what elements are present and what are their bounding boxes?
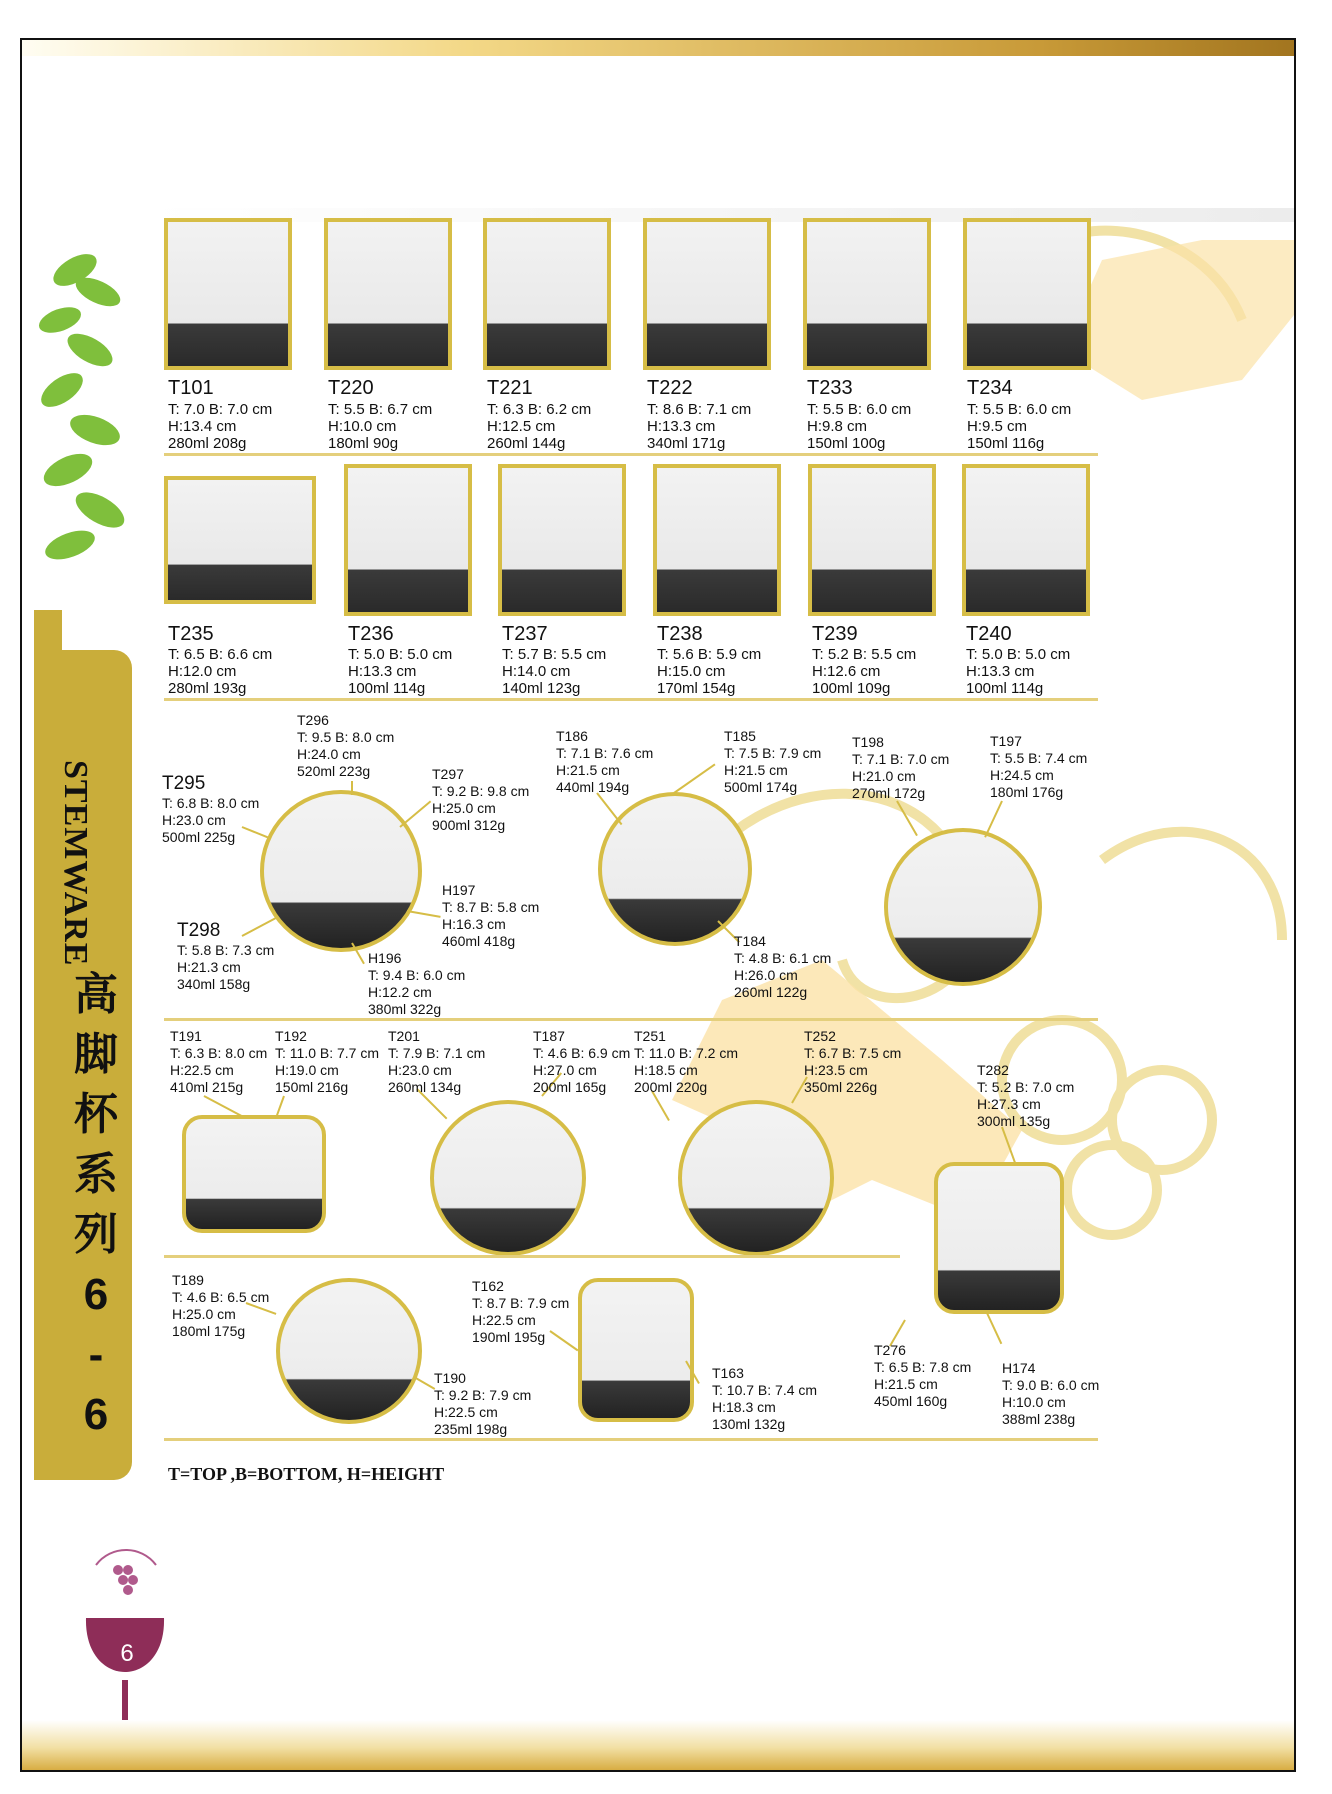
product-code: T186 (556, 728, 588, 744)
row-divider (164, 698, 1098, 701)
product-size: T: 5.5 B: 7.4 cm (990, 750, 1088, 766)
product-photo-t222 (643, 218, 771, 370)
callout-line (351, 781, 353, 795)
product-capacity: 388ml 238g (1002, 1411, 1076, 1427)
product-capacity: 260ml 122g (734, 984, 808, 1000)
product-code: T101 (168, 377, 214, 399)
product-photo-t295-group (260, 790, 422, 952)
product-code: T233 (807, 377, 853, 399)
product-size: T: 6.3 B: 8.0 cm (170, 1045, 268, 1061)
product-height: H:13.3 cm (966, 663, 1035, 680)
callout-t190 (434, 1370, 531, 1438)
product-height: H:22.5 cm (170, 1062, 234, 1078)
product-capacity: 340ml 158g (177, 976, 251, 992)
side-char: 高 (74, 970, 118, 1019)
product-capacity: 235ml 198g (434, 1421, 508, 1437)
side-char: 脚 (74, 1030, 118, 1079)
product-photo-t162-group (578, 1278, 694, 1422)
callout-t298 (177, 920, 274, 993)
product-capacity: 500ml 174g (724, 779, 798, 795)
product-code: T238 (657, 623, 703, 645)
side-char: 6 (83, 1390, 109, 1439)
side-char: - (88, 1330, 104, 1379)
product-code: T240 (966, 623, 1012, 645)
product-capacity: 440ml 194g (556, 779, 630, 795)
product-photo-t233 (803, 218, 931, 370)
product-code: T237 (502, 623, 548, 645)
callout-t276 (874, 1342, 971, 1410)
product-capacity: 520ml 223g (297, 763, 371, 779)
product-height: H:10.0 cm (328, 418, 397, 435)
product-size: T: 8.6 B: 7.1 cm (647, 401, 752, 418)
top-gold-band (22, 40, 1294, 56)
product-height: H:26.0 cm (734, 967, 798, 983)
side-band-neck (34, 610, 62, 670)
product-capacity: 170ml 154g (657, 680, 736, 697)
row-divider (164, 1438, 1098, 1441)
product-code: T162 (472, 1278, 504, 1294)
product-height: H:24.0 cm (297, 746, 361, 762)
product-height: H:22.5 cm (434, 1404, 498, 1420)
callout-t162 (472, 1278, 569, 1346)
product-photo-t220 (324, 218, 452, 370)
product-size: T: 7.9 B: 7.1 cm (388, 1045, 486, 1061)
product-capacity: 260ml 144g (487, 435, 566, 452)
product-capacity: 100ml 114g (348, 680, 426, 697)
callout-t185 (724, 728, 821, 796)
side-char: 6 (83, 1270, 109, 1319)
product-height: H:25.0 cm (432, 800, 496, 816)
callout-t295 (162, 773, 259, 846)
callout-t184 (734, 933, 831, 1001)
product-size: T: 8.7 B: 7.9 cm (472, 1295, 570, 1311)
product-height: H:18.3 cm (712, 1399, 776, 1415)
product-photo-t237 (498, 464, 626, 616)
product-size: T: 11.0 B: 7.2 cm (634, 1045, 739, 1061)
product-height: H:12.2 cm (368, 984, 432, 1000)
product-capacity: 460ml 418g (442, 933, 516, 949)
product-code: T236 (348, 623, 394, 645)
product-height: H:24.5 cm (990, 767, 1054, 783)
product-size: T: 6.3 B: 6.2 cm (487, 401, 592, 418)
product-code: T239 (812, 623, 858, 645)
product-height: H:23.5 cm (804, 1062, 868, 1078)
product-code: T191 (170, 1028, 202, 1044)
legend-text: T=TOP ,B=BOTTOM, H=HEIGHT (168, 1464, 445, 1484)
product-height: H:14.0 cm (502, 663, 571, 680)
product-capacity: 450ml 160g (874, 1393, 948, 1409)
callout-t197 (990, 733, 1087, 801)
product-size: T: 5.6 B: 5.9 cm (657, 646, 762, 663)
product-height: H:25.0 cm (172, 1306, 236, 1322)
product-height: H:23.0 cm (162, 812, 226, 828)
product-capacity: 140ml 123g (502, 680, 581, 697)
bottom-gold-band (22, 1720, 1294, 1770)
product-code: H196 (368, 950, 402, 966)
product-size: T: 5.2 B: 5.5 cm (812, 646, 917, 663)
product-capacity: 100ml 109g (812, 680, 891, 697)
callout-line (596, 792, 622, 825)
product-height: H:21.3 cm (177, 959, 241, 975)
product-capacity: 150ml 216g (275, 1079, 349, 1095)
product-photo-t239 (808, 464, 936, 616)
product-code: T198 (852, 734, 884, 750)
product-height: H:9.8 cm (807, 418, 868, 435)
product-size: T: 7.0 B: 7.0 cm (168, 401, 273, 418)
callout-h196 (368, 950, 465, 1018)
product-size: T: 4.6 B: 6.9 cm (533, 1045, 631, 1061)
product-size: T: 7.5 B: 7.9 cm (724, 745, 822, 761)
callout-t251 (634, 1028, 738, 1096)
product-code: T184 (734, 933, 766, 949)
product-photo-t235 (164, 476, 316, 604)
row-divider (164, 453, 1098, 456)
product-capacity: 200ml 220g (634, 1079, 708, 1095)
green-leaves-decoration (30, 230, 140, 570)
product-height: H:23.0 cm (388, 1062, 452, 1078)
product-size: T: 5.5 B: 6.7 cm (328, 401, 433, 418)
side-char: 杯 (74, 1090, 118, 1139)
callout-t201 (388, 1028, 485, 1096)
product-height: H:10.0 cm (1002, 1394, 1066, 1410)
product-photo-t186-group (598, 792, 752, 946)
product-capacity: 380ml 322g (368, 1001, 442, 1017)
product-code: T282 (977, 1062, 1009, 1078)
product-photo-t221 (483, 218, 611, 370)
product-size: T: 6.5 B: 7.8 cm (874, 1359, 972, 1375)
product-code: T251 (634, 1028, 666, 1044)
product-photo-t101 (164, 218, 292, 370)
product-size: T: 6.5 B: 6.6 cm (168, 646, 273, 663)
product-capacity: 350ml 226g (804, 1079, 878, 1095)
product-capacity: 180ml 90g (328, 435, 399, 452)
product-code: T189 (172, 1272, 204, 1288)
product-size: T: 5.0 B: 5.0 cm (348, 646, 453, 663)
callout-t282 (977, 1062, 1074, 1130)
product-height: H:15.0 cm (657, 663, 726, 680)
product-size: T: 8.7 B: 5.8 cm (442, 899, 540, 915)
product-capacity: 900ml 312g (432, 817, 506, 833)
callout-t186 (556, 728, 653, 796)
product-photo-t251-group (678, 1100, 834, 1256)
product-code: H197 (442, 882, 476, 898)
product-size: T: 4.6 B: 6.5 cm (172, 1289, 270, 1305)
product-capacity: 500ml 225g (162, 829, 236, 845)
product-code: T296 (297, 712, 329, 728)
callout-t192 (275, 1028, 379, 1096)
product-code: H174 (1002, 1360, 1036, 1376)
callout-t252 (804, 1028, 901, 1096)
product-code: T201 (388, 1028, 420, 1044)
product-size: T: 6.7 B: 7.5 cm (804, 1045, 902, 1061)
side-title-chinese (66, 965, 126, 1445)
callout-line (399, 801, 431, 828)
product-size: T: 5.2 B: 7.0 cm (977, 1079, 1075, 1095)
product-capacity: 200ml 165g (533, 1079, 607, 1095)
product-size: T: 6.8 B: 8.0 cm (162, 795, 260, 811)
product-size: T: 9.2 B: 9.8 cm (432, 783, 530, 799)
product-height: H:13.3 cm (647, 418, 716, 435)
product-code: T220 (328, 377, 374, 399)
product-size: T: 4.8 B: 6.1 cm (734, 950, 832, 966)
product-capacity: 190ml 195g (472, 1329, 546, 1345)
callout-h174 (1002, 1360, 1099, 1428)
product-photo-t276-group (934, 1162, 1064, 1314)
product-code: T197 (990, 733, 1022, 749)
product-height: H:13.4 cm (168, 418, 237, 435)
callout-t191 (170, 1028, 267, 1096)
product-capacity: 180ml 176g (990, 784, 1064, 800)
product-size: T: 7.1 B: 7.0 cm (852, 751, 950, 767)
side-char: 列 (74, 1210, 118, 1259)
product-photo-t198-group (884, 828, 1042, 986)
product-capacity: 280ml 193g (168, 680, 247, 697)
product-photo-t236 (344, 464, 472, 616)
page-number: 6 (120, 1640, 134, 1667)
product-capacity: 300ml 135g (977, 1113, 1051, 1129)
callout-t189 (172, 1272, 269, 1340)
product-photo-t238 (653, 464, 781, 616)
product-height: H:27.0 cm (533, 1062, 597, 1078)
product-photo-t201-group (430, 1100, 586, 1256)
product-size: T: 9.0 B: 6.0 cm (1002, 1377, 1100, 1393)
product-code: T252 (804, 1028, 836, 1044)
row-divider (164, 1018, 1098, 1021)
product-photo-t234 (963, 218, 1091, 370)
product-code: T235 (168, 623, 214, 645)
side-char: 系 (74, 1150, 118, 1199)
product-height: H:12.0 cm (168, 663, 237, 680)
product-capacity: 340ml 171g (647, 435, 726, 452)
row-divider (164, 1255, 900, 1258)
product-height: H:21.5 cm (724, 762, 788, 778)
product-code: T163 (712, 1365, 744, 1381)
product-code: T298 (177, 920, 221, 941)
callout-line (414, 1376, 436, 1390)
product-size: T: 5.0 B: 5.0 cm (966, 646, 1071, 663)
product-code: T190 (434, 1370, 466, 1386)
product-height: H:22.5 cm (472, 1312, 536, 1328)
product-code: T185 (724, 728, 756, 744)
product-capacity: 410ml 215g (170, 1079, 244, 1095)
product-height: H:19.0 cm (275, 1062, 339, 1078)
product-code: T234 (967, 377, 1013, 399)
callout-t198 (852, 734, 949, 802)
catalog-page (20, 38, 1296, 1772)
product-size: T: 9.4 B: 6.0 cm (368, 967, 466, 983)
product-size: T: 7.1 B: 7.6 cm (556, 745, 654, 761)
product-code: T192 (275, 1028, 307, 1044)
product-size: T: 5.8 B: 7.3 cm (177, 942, 275, 958)
product-capacity: 280ml 208g (168, 435, 247, 452)
product-height: H:21.5 cm (874, 1376, 938, 1392)
product-height: H:21.0 cm (852, 768, 916, 784)
product-height: H:9.5 cm (967, 418, 1028, 435)
callout-t163 (712, 1365, 817, 1433)
product-capacity: 100ml 114g (966, 680, 1044, 697)
product-size: T: 9.2 B: 7.9 cm (434, 1387, 532, 1403)
product-capacity: 150ml 116g (967, 435, 1045, 452)
callout-h197 (442, 882, 539, 950)
product-height: H:13.3 cm (348, 663, 417, 680)
callout-t297 (432, 766, 529, 834)
product-height: H:27.3 cm (977, 1096, 1041, 1112)
product-code: T221 (487, 377, 533, 399)
callout-t296 (297, 712, 394, 780)
product-capacity: 270ml 172g (852, 785, 926, 801)
product-code: T295 (162, 773, 206, 794)
callout-t187 (533, 1028, 630, 1096)
product-size: T: 10.7 B: 7.4 cm (712, 1382, 818, 1398)
product-height: H:18.5 cm (634, 1062, 698, 1078)
product-capacity: 260ml 134g (388, 1079, 462, 1095)
product-height: H:16.3 cm (442, 916, 506, 932)
product-height: H:12.6 cm (812, 663, 881, 680)
product-code: T187 (533, 1028, 565, 1044)
product-capacity: 130ml 132g (712, 1416, 786, 1432)
product-code: T222 (647, 377, 693, 399)
product-size: T: 5.7 B: 5.5 cm (502, 646, 607, 663)
callout-line (407, 910, 441, 918)
product-capacity: 150ml 100g (807, 435, 886, 452)
product-photo-t191-group (182, 1115, 326, 1233)
product-height: H:12.5 cm (487, 418, 556, 435)
product-size: T: 9.5 B: 8.0 cm (297, 729, 395, 745)
product-height: H:21.5 cm (556, 762, 620, 778)
product-size: T: 5.5 B: 6.0 cm (967, 401, 1072, 418)
product-size: T: 11.0 B: 7.7 cm (275, 1045, 380, 1061)
product-size: T: 5.5 B: 6.0 cm (807, 401, 912, 418)
product-capacity: 180ml 175g (172, 1323, 246, 1339)
product-photo-t240 (962, 464, 1090, 616)
product-photo-t189-group (276, 1278, 422, 1424)
product-code: T297 (432, 766, 464, 782)
product-code: T276 (874, 1342, 906, 1358)
side-title-english (54, 760, 94, 860)
